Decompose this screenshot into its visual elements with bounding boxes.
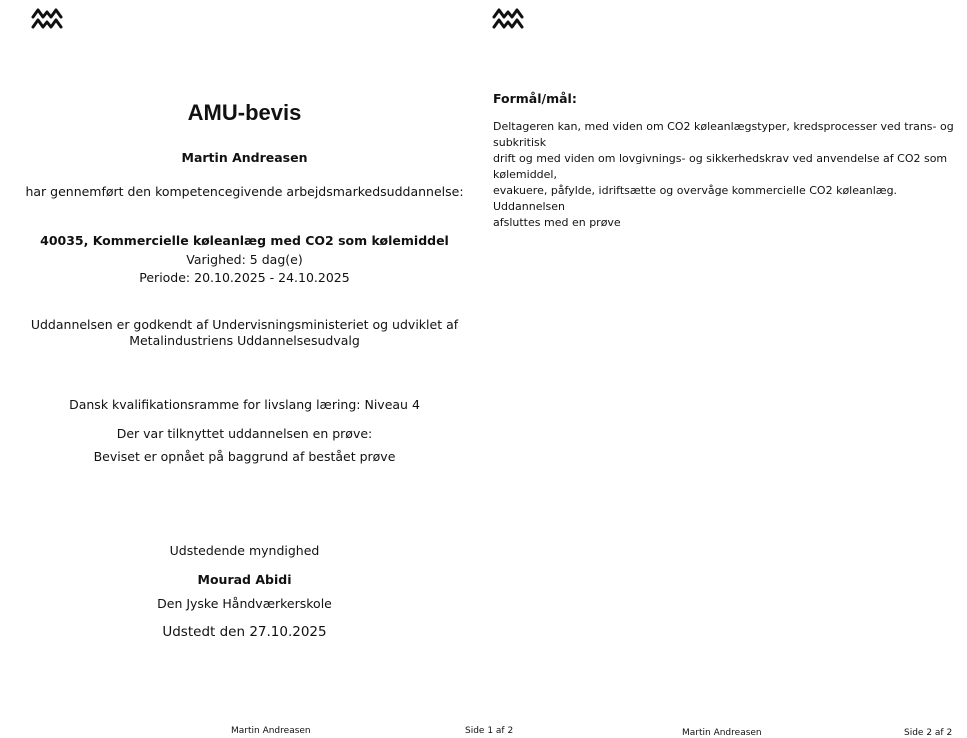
purpose-heading: Formål/mål: [493,91,577,106]
qualification-level: Dansk kvalifikationsramme for livslang læring: Niveau 4 [69,397,420,412]
purpose-line: afsluttes med en prøve [493,216,621,229]
course-period: Periode: 20.10.2025 - 24.10.2025 [139,270,350,285]
purpose-text [493,119,967,231]
footer-name: Martin Andreasen [231,726,311,736]
exam-result: Beviset er opnået på baggrund af bestået prøve [93,449,396,464]
purpose-line: drift og med viden om lovgivnings- og sikkerhedskrav ved anvendelse af CO2 som kølemiddel, [493,152,948,181]
purpose-line: Deltageren kan, med viden om CO2 køleanlægstyper, kredsprocesser ved trans- og subkritisk [493,120,954,149]
recipient-name: Martin Andreasen [181,150,308,165]
authority-label: Udstedende myndighed [169,543,320,558]
purpose-line: evakuere, påfylde, idriftsætte og overvåge kommercielle CO2 køleanlæg. Uddannelsen [493,184,898,213]
footer-name: Martin Andreasen [682,728,762,738]
footer-page-number: Side 2 af 2 [904,728,953,738]
school-name: Den Jyske Håndværkerskole [157,596,332,611]
course-duration: Varighed: 5 dag(e) [186,252,303,267]
wave-logo-icon [492,5,524,35]
approval-line-2: Metalindustriens Uddannelsesudvalg [129,333,360,348]
exam-text: Der var tilknyttet uddannelsen en prøve: [116,426,373,441]
approval-line-1: Uddannelsen er godkendt af Undervisningsministeriet og udviklet af [30,317,459,332]
signer-name: Mourad Abidi [197,572,292,587]
certificate-title: AMU-bevis [187,100,302,125]
footer-page-number: Side 1 af 2 [465,726,514,736]
course-title: 40035, Kommercielle køleanlæg med CO2 som kølemiddel [40,233,449,248]
wave-logo-icon [31,5,63,35]
completed-text: har gennemført den kompetencegivende arbejdsmarkedsuddannelse: [25,184,464,199]
issued-date: Udstedt den 27.10.2025 [162,624,327,640]
